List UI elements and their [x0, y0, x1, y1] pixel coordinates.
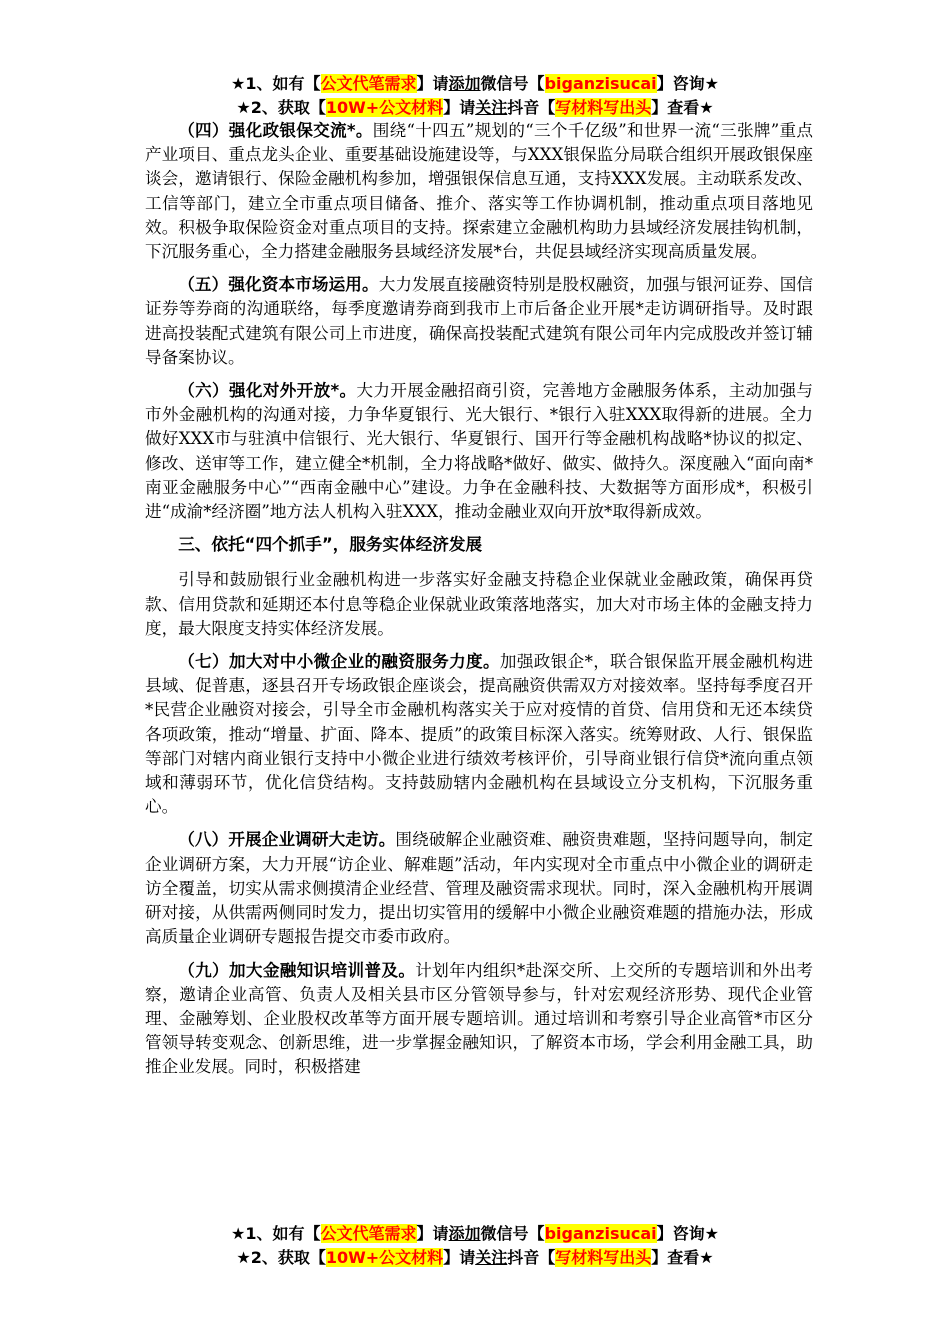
section-6-body: 大力开展金融招商引资，完善地方金融服务体系，主动加强与市外金融机构的沟通对接，力争华夏银行、光大银行、*银行入驻XXX取得新的进展。全力做好XXX市与驻滇中信银行、光大银行、华夏银行、国开行等金融机构战略*协议的拟定、修改、送审等工作，建立健全*机制，全力将战略*做好、做实、做持久。深度融入“面向南*南亚金融服务中心”“西南金融中心”建设。力争在金融科技、大数据等方面形成*，积极引进“成渝*经济圈”地方法人机构入驻XXX，推动金融业双向开放*取得新成效。: [145, 381, 813, 522]
promo-banner-bottom-line-1: [0, 1222, 950, 1246]
chapter-3-heading: [145, 533, 813, 557]
section-4-paragraph: [145, 119, 813, 264]
section-7-body: 加强政银企*，联合银保监开展金融机构进县域、促普惠，逐县召开专场政银企座谈会，提高融资供需双方对接效率。坚持每季度召开*民营企业融资对接会，引导全市金融机构落实关于应对疫情的首贷、信用贷和无还本续贷各项政策，推动“增量、扩面、降本、提质”的政策目标深入落实。统筹财政、人行、银保监等部门对辖内商业银行支持中小微企业进行绩效考核评价，引导商业银行信贷*流向重点领域和薄弱环节，优化信贷结构。支持鼓励辖内金融机构在县域设立分支机构，下沉服务重心。: [145, 652, 814, 817]
banner-text: ★2、获取【: [236, 98, 326, 117]
banner-underline: 关注: [475, 1248, 508, 1267]
banner-text: 】请: [443, 98, 476, 117]
banner-text: 】咨询★: [656, 1224, 719, 1243]
section-4-title: （四）强化政银保交流*。: [178, 121, 373, 140]
banner-underline: 关注: [475, 98, 508, 117]
banner-text: 】咨询★: [656, 74, 719, 93]
section-5-title: （五）强化资本市场运用。: [178, 275, 379, 295]
banner-text: 】请: [443, 1248, 476, 1267]
banner-text: 微信号【: [480, 1224, 545, 1243]
section-5-paragraph: [145, 273, 813, 370]
section-4-body: 围绕“十四五”规划的“三个千亿级”和世界一流“三张牌”重点产业项目、重点龙头企业、重要基础设施建设等，与XXX银保监分局联合组织开展政银保座谈会，邀请银行、保险金融机构参加，增强银保信息互通，支持XXX发展。主动联系发改、工信等部门，建立全市重点项目储备、推介、落实等工作协调机制，推动重点项目落地见效。积极争取保险资金对重点项目的支持。探索建立金融机构助力县域经济发展挂钩机制，下沉服务重心，全力搭建金融服务县域经济发展*台，共促县域经济实现高质量发展。: [145, 121, 813, 262]
banner-highlight: 10W+公文材料: [325, 1248, 444, 1267]
promo-banner-bottom-line-2: [0, 1246, 950, 1270]
banner-highlight: biganzisucai: [544, 1224, 657, 1243]
banner-text: ★1、如有【: [231, 1224, 321, 1243]
section-9-paragraph: [145, 959, 813, 1080]
section-9-title: （九）加大金融知识培训普及。: [178, 960, 416, 980]
banner-highlight: 10W+公文材料: [325, 98, 444, 117]
banner-text: 】查看★: [651, 98, 714, 117]
section-8-body: 围绕破解企业融资难、融资贵难题，坚持问题导向，制定企业调研方案，大力开展“访企业、解难题”活动，年内实现对全市重点中小微企业的调研走访全覆盖，切实从需求侧摸清企业经营、管理及融资需求现状。同时，深入金融机构开展调研对接，从供需两侧同时发力，提出切实管用的缓解中小微企业融资难题的措施办法，形成高质量企业调研专题报告提交市委市政府。: [145, 830, 814, 947]
banner-underline: 添加: [448, 1224, 481, 1243]
chapter-3-title: 三、依托“四个抓手”，服务实体经济发展: [178, 535, 483, 555]
promo-banner-top-line-1: [0, 72, 950, 96]
banner-text: 微信号【: [480, 74, 545, 93]
banner-underline: 添加: [448, 74, 481, 93]
banner-text: ★2、获取【: [236, 1248, 326, 1267]
banner-highlight: 公文代笔需求: [320, 1224, 417, 1243]
banner-text: ★1、如有【: [231, 74, 321, 93]
banner-highlight: 写材料写出头: [555, 1248, 652, 1267]
chapter-3-intro: 引导和鼓励银行业金融机构进一步落实好金融支持稳企业保就业金融政策，确保再贷款、信用贷款和延期还本付息等稳企业保就业政策落地落实，加大对市场主体的金融支持力度，最大限度支持实体经济发展。: [145, 570, 813, 638]
section-8-paragraph: [145, 828, 813, 949]
banner-text: 抖音【: [507, 98, 556, 117]
section-5-body: 大力发展直接融资特别是股权融资，加强与银河证券、国信证券等券商的沟通联络，每季度邀请券商到我市上市后备企业开展*走访调研指导。及时跟进高投装配式建筑有限公司上市进度，确保高投装配式建筑有限公司年内完成股改并签订辅导备案协议。: [145, 275, 814, 367]
banner-highlight: biganzisucai: [544, 74, 657, 93]
banner-text: 】请: [416, 74, 449, 93]
section-8-title: （八）开展企业调研大走访。: [178, 830, 396, 850]
section-7-title: （七）加大对中小微企业的融资服务力度。: [178, 652, 500, 672]
section-6-paragraph: [145, 379, 813, 524]
banner-text: 抖音【: [507, 1248, 556, 1267]
section-6-title: （六）强化对外开放*。: [178, 381, 357, 401]
promo-banner-top-line-2: [0, 96, 950, 120]
banner-highlight: 公文代笔需求: [320, 74, 417, 93]
document-body: [145, 119, 813, 1089]
banner-text: 】查看★: [651, 1248, 714, 1267]
banner-highlight: 写材料写出头: [555, 98, 652, 117]
section-9-body: 计划年内组织*赴深交所、上交所的专题培训和外出考察，邀请企业高管、负责人及相关县市区分管领导参与，针对宏观经济形势、现代企业管理、金融筹划、企业股权改革等方面开展专题培训。通过培训和考察引导企业高管*市区分管领导转变观念、创新思维，进一步掌握金融知识，了解资本市场，学会利用金融工具，助推企业发展。同时，积极搭建: [145, 960, 814, 1077]
banner-text: 】请: [416, 1224, 449, 1243]
section-7-paragraph: [145, 650, 813, 819]
